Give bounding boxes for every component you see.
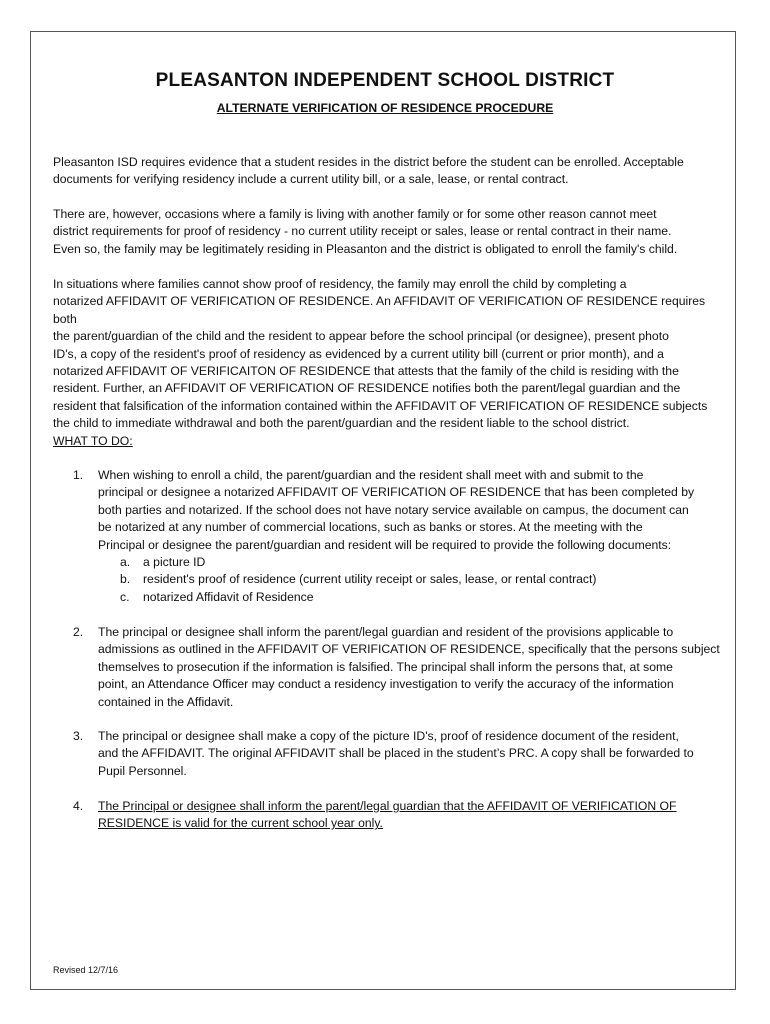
list-item-body [98, 728, 723, 780]
list-item-body [98, 624, 723, 711]
sub-item-text: notarized Affidavit of Residence [143, 589, 314, 604]
list-item-line: themselves to prosecution if the information is falsified. The principal shall inform the persons that, at some [98, 659, 673, 674]
list-item-line: The Principal or designee shall inform the parent/legal guardian that the AFFIDAVIT OF VERIFICATION OF [98, 799, 677, 813]
list-item-line: both parties and notarized. If the school does not have notary service available on campus, the document can [98, 502, 689, 517]
list-item-line: be notarized at any number of commercial locations, such as banks or stores. At the meeting with the [98, 520, 643, 535]
list-item-number: 2. [73, 625, 84, 639]
list-item-line: and the AFFIDAVIT. The original AFFIDAVIT shall be placed in the student’s PRC. A copy shall be forwarded to [98, 746, 694, 761]
paragraph-line: Pleasanton ISD requires evidence that a student resides in the district before the student can be enrolled. Acceptable [53, 155, 684, 169]
list-item-line: RESIDENCE is valid for the current school year only. [98, 816, 383, 831]
list-item-line: principal or designee a notarized AFFIDAVIT OF VERIFICATION OF RESIDENCE that has been completed by [98, 485, 695, 500]
paragraph-line: In situations where families cannot show proof of residency, the family may enroll the child by completing a [53, 277, 627, 291]
paragraph-line: resident. Further, an AFFIDAVIT OF VERIFICATION OF RESIDENCE notifies both the parent/legal guardian and the [53, 381, 681, 396]
list-item-number: 4. [73, 799, 84, 813]
sub-item-text: resident's proof of residence (current utility receipt or sales, lease, or rental contract) [143, 572, 597, 587]
sub-item-text: a picture ID [143, 555, 206, 570]
sub-item-picture-id [98, 554, 723, 571]
list-item-line: The principal or designee shall make a copy of the picture ID's, proof of residence document of the resident, [98, 729, 679, 743]
list-item-body [98, 467, 723, 606]
sub-item-letter: b. [120, 572, 131, 587]
page-title: PLEASANTON INDEPENDENT SCHOOL DISTRICT [155, 70, 615, 91]
paragraph-line: the parent/guardian of the child and the resident to appear before the school principal (or designee), present photo [53, 329, 669, 344]
paragraph-line: resident that falsification of the information contained within the AFFIDAVIT OF VERIFICATION OF RESIDENCE subjects [53, 398, 708, 413]
sub-item-letter: c. [120, 589, 130, 604]
list-item-line: Pupil Personnel. [98, 763, 187, 778]
list-item-number: 1. [73, 468, 84, 482]
list-item-line: When wishing to enroll a child, the parent/guardian and the resident shall meet with and submit to the [98, 468, 644, 482]
paragraph-line: Even so, the family may be legitimately residing in Pleasanton and the district is obligated to enroll the family's child. [53, 241, 678, 256]
page-subtitle: ALTERNATE VERIFICATION OF RESIDENCE PROCEDURE [216, 101, 554, 115]
list-item-line: Principal or designee the parent/guardian and resident will be required to provide the following documents: [98, 537, 672, 552]
paragraph-line: ID's, a copy of the resident's proof of residency as evidenced by a current utility bill (current or prior month), and a [53, 346, 664, 361]
list-item-line: contained in the Affidavit. [98, 694, 234, 709]
list-item-line: The principal or designee shall inform the parent/legal guardian and resident of the provisions applicable to [98, 625, 674, 639]
sub-item-letter: a. [120, 555, 131, 570]
sub-item-affidavit [98, 589, 723, 606]
affidavit-paragraph [53, 276, 718, 433]
list-item-line: admissions as outlined in the AFFIDAVIT OF VERIFICATION OF RESIDENCE, specifically that the persons subject [98, 642, 720, 657]
sub-item-proof-of-residence [98, 571, 723, 588]
exception-paragraph [53, 206, 718, 258]
intro-paragraph [53, 154, 718, 189]
list-item-body [98, 798, 723, 833]
paragraph-line: district requirements for proof of residency - no current utility receipt or sales, lease or rental contract in their name. [53, 224, 672, 239]
paragraph-line: notarized AFFIDAVIT OF VERIFICAITON OF RESIDENCE that attests that the family of the child is residing with the [53, 364, 679, 379]
paragraph-line: the child to immediate withdrawal and both the parent/guardian and the resident liable to the school district. [53, 416, 630, 431]
paragraph-line: There are, however, occasions where a family is living with another family or for some other reason cannot meet [53, 207, 657, 221]
what-to-do-heading: WHAT TO DO: [53, 434, 133, 448]
paragraph-line: notarized AFFIDAVIT OF VERIFICATION OF RESIDENCE. An AFFIDAVIT OF VERIFICATION OF RESIDENCE requires both [53, 294, 706, 326]
revision-date: Revised 12/7/16 [53, 965, 119, 975]
paragraph-line: documents for verifying residency include a current utility bill, or a sale, lease, or rental contract. [53, 172, 569, 187]
list-item-line: point, an Attendance Officer may conduct a residency investigation to verify the accuracy of the information [98, 677, 674, 692]
list-item-number: 3. [73, 729, 84, 743]
